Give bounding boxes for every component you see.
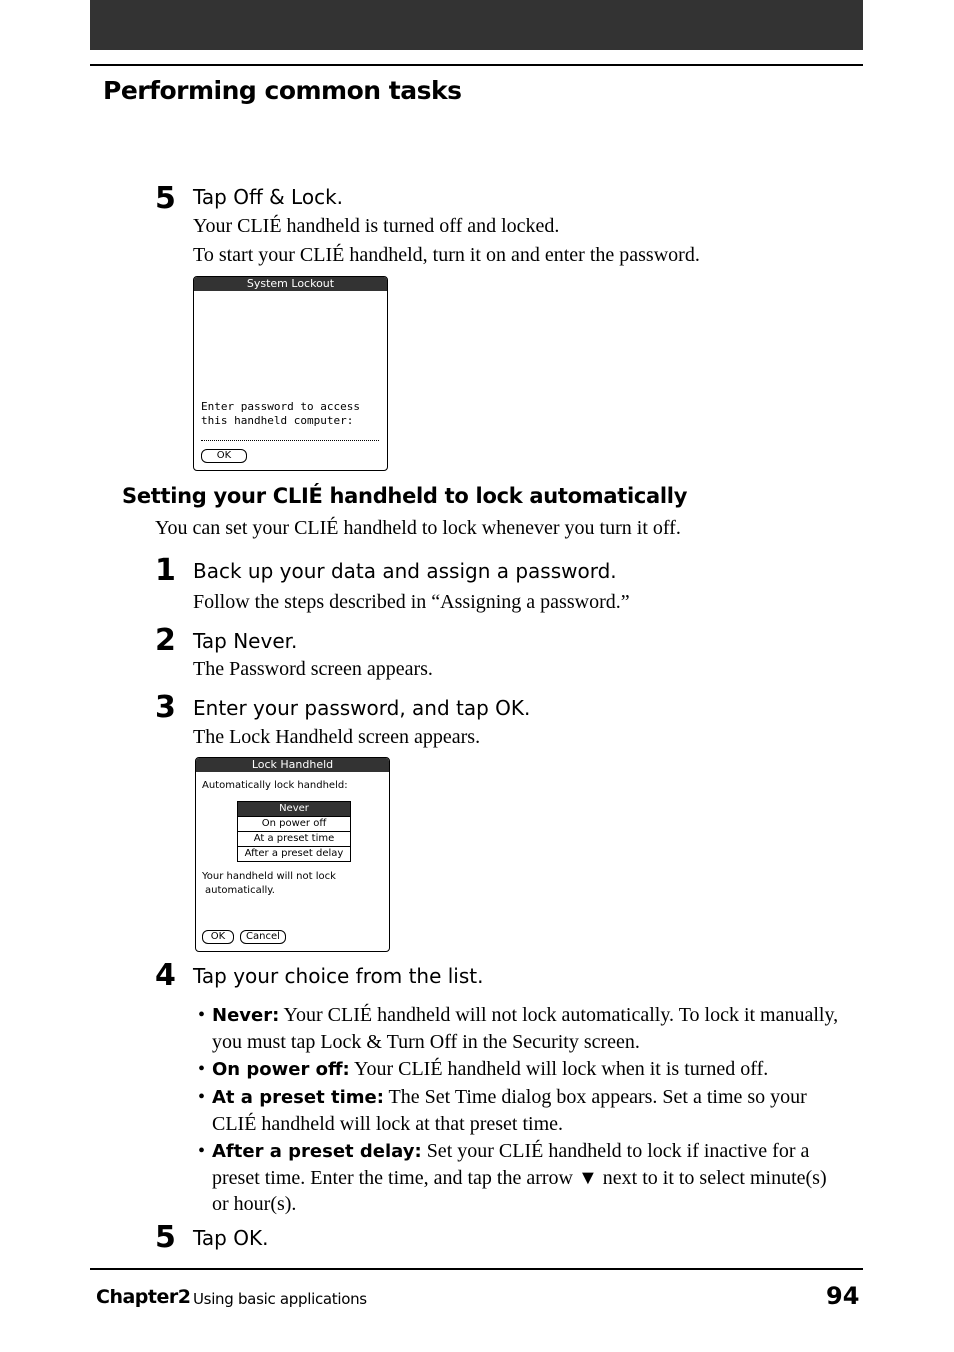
step-number: 5 bbox=[155, 181, 176, 216]
option-preset-delay[interactable]: After a preset delay bbox=[244, 848, 344, 859]
step-number: 1 bbox=[155, 553, 176, 588]
bullet-term: After a preset delay: bbox=[212, 1141, 422, 1162]
lock-label: Automatically lock handheld: bbox=[202, 780, 348, 791]
option-preset-time[interactable]: At a preset time bbox=[238, 832, 350, 847]
step-number: 4 bbox=[155, 958, 176, 993]
list-item: • On power off: Your CLIÉ handheld will lock when it is turned off. bbox=[198, 1058, 769, 1080]
step-body: The Lock Handheld screen appears. bbox=[193, 726, 481, 748]
password-prompt: this handheld computer: bbox=[201, 414, 354, 427]
step-body: Your CLIÉ handheld is turned off and locked. bbox=[193, 215, 560, 237]
section-title: Performing common tasks bbox=[103, 76, 462, 105]
password-prompt: Enter password to access bbox=[201, 400, 360, 413]
step-body: Follow the steps described in “Assigning a password.” bbox=[193, 591, 630, 613]
ok-button[interactable]: OK bbox=[202, 930, 234, 944]
password-field[interactable] bbox=[201, 440, 379, 441]
status-line: Your handheld will not lock bbox=[202, 871, 336, 882]
step-title: Back up your data and assign a password. bbox=[193, 559, 617, 583]
step-title: Tap Off & Lock. bbox=[193, 185, 344, 209]
subsection-intro: You can set your CLIÉ handheld to lock whenever you turn it off. bbox=[155, 517, 681, 539]
bullet-text: Set your CLIÉ handheld to lock if inactive for a preset time. Enter the time, and tap the arrow ▼ next to it to select minute(s) or hour(s). bbox=[212, 1140, 827, 1215]
step-title: Tap OK. bbox=[193, 1226, 269, 1250]
cancel-button[interactable]: Cancel bbox=[240, 930, 286, 944]
list-item: • After a preset delay: Set your CLIÉ handheld to lock if inactive for a preset time. Enter the time, and tap the arrow ▼ next to it to select minute(s) or hour(s). bbox=[198, 1140, 827, 1215]
option-never[interactable]: Never bbox=[238, 802, 350, 817]
status-line: automatically. bbox=[205, 885, 275, 896]
lock-options-list bbox=[237, 801, 351, 862]
screen-title: Lock Handheld bbox=[196, 758, 389, 772]
lock-status-text bbox=[202, 870, 336, 898]
step-title: Tap your choice from the list. bbox=[193, 964, 484, 988]
step-body: To start your CLIÉ handheld, turn it on and enter the password. bbox=[193, 244, 700, 266]
step-body: The Password screen appears. bbox=[193, 658, 433, 680]
bullet-term: At a preset time: bbox=[212, 1087, 384, 1108]
step-title: Enter your password, and tap OK. bbox=[193, 696, 531, 720]
bullet-text: The Set Time dialog box appears. Set a time so your CLIÉ handheld will lock at that preset time. bbox=[212, 1086, 807, 1135]
screen-title: System Lockout bbox=[194, 277, 387, 291]
bullet-text: Your CLIÉ handheld will not lock automatically. To lock it manually, you must tap Lock & Turn Off in the Security screen. bbox=[212, 1004, 839, 1053]
option-on-power-off[interactable]: On power off bbox=[238, 817, 350, 832]
bullet-text: Your CLIÉ handheld will lock when it is turned off. bbox=[349, 1058, 769, 1080]
step-number: 2 bbox=[155, 623, 176, 658]
system-lockout-screen bbox=[193, 276, 388, 471]
step-number: 3 bbox=[155, 690, 176, 725]
header-bar bbox=[90, 0, 863, 50]
list-item: • Never: Your CLIÉ handheld will not lock automatically. To lock it manually, you must tap Lock & Turn Off in the Security screen. bbox=[198, 1004, 839, 1053]
chapter-title: Using basic applications bbox=[193, 1290, 367, 1308]
list-item: • At a preset time: The Set Time dialog box appears. Set a time so your CLIÉ handheld will lock at that preset time. bbox=[198, 1086, 807, 1135]
bullet-term: Never: bbox=[212, 1005, 280, 1026]
ok-button[interactable]: OK bbox=[201, 449, 247, 463]
lock-handheld-screen bbox=[195, 757, 390, 952]
chapter-label: Chapter2 bbox=[96, 1286, 191, 1308]
choice-list bbox=[198, 1002, 848, 1217]
bullet-term: On power off: bbox=[212, 1059, 350, 1080]
subsection-title: Setting your CLIÉ handheld to lock automatically bbox=[122, 484, 688, 508]
step-title: Tap Never. bbox=[193, 629, 298, 653]
footer-rule bbox=[90, 1268, 863, 1270]
header-rule bbox=[90, 64, 863, 66]
page-number: 94 bbox=[826, 1282, 860, 1310]
step-number: 5 bbox=[155, 1220, 176, 1255]
